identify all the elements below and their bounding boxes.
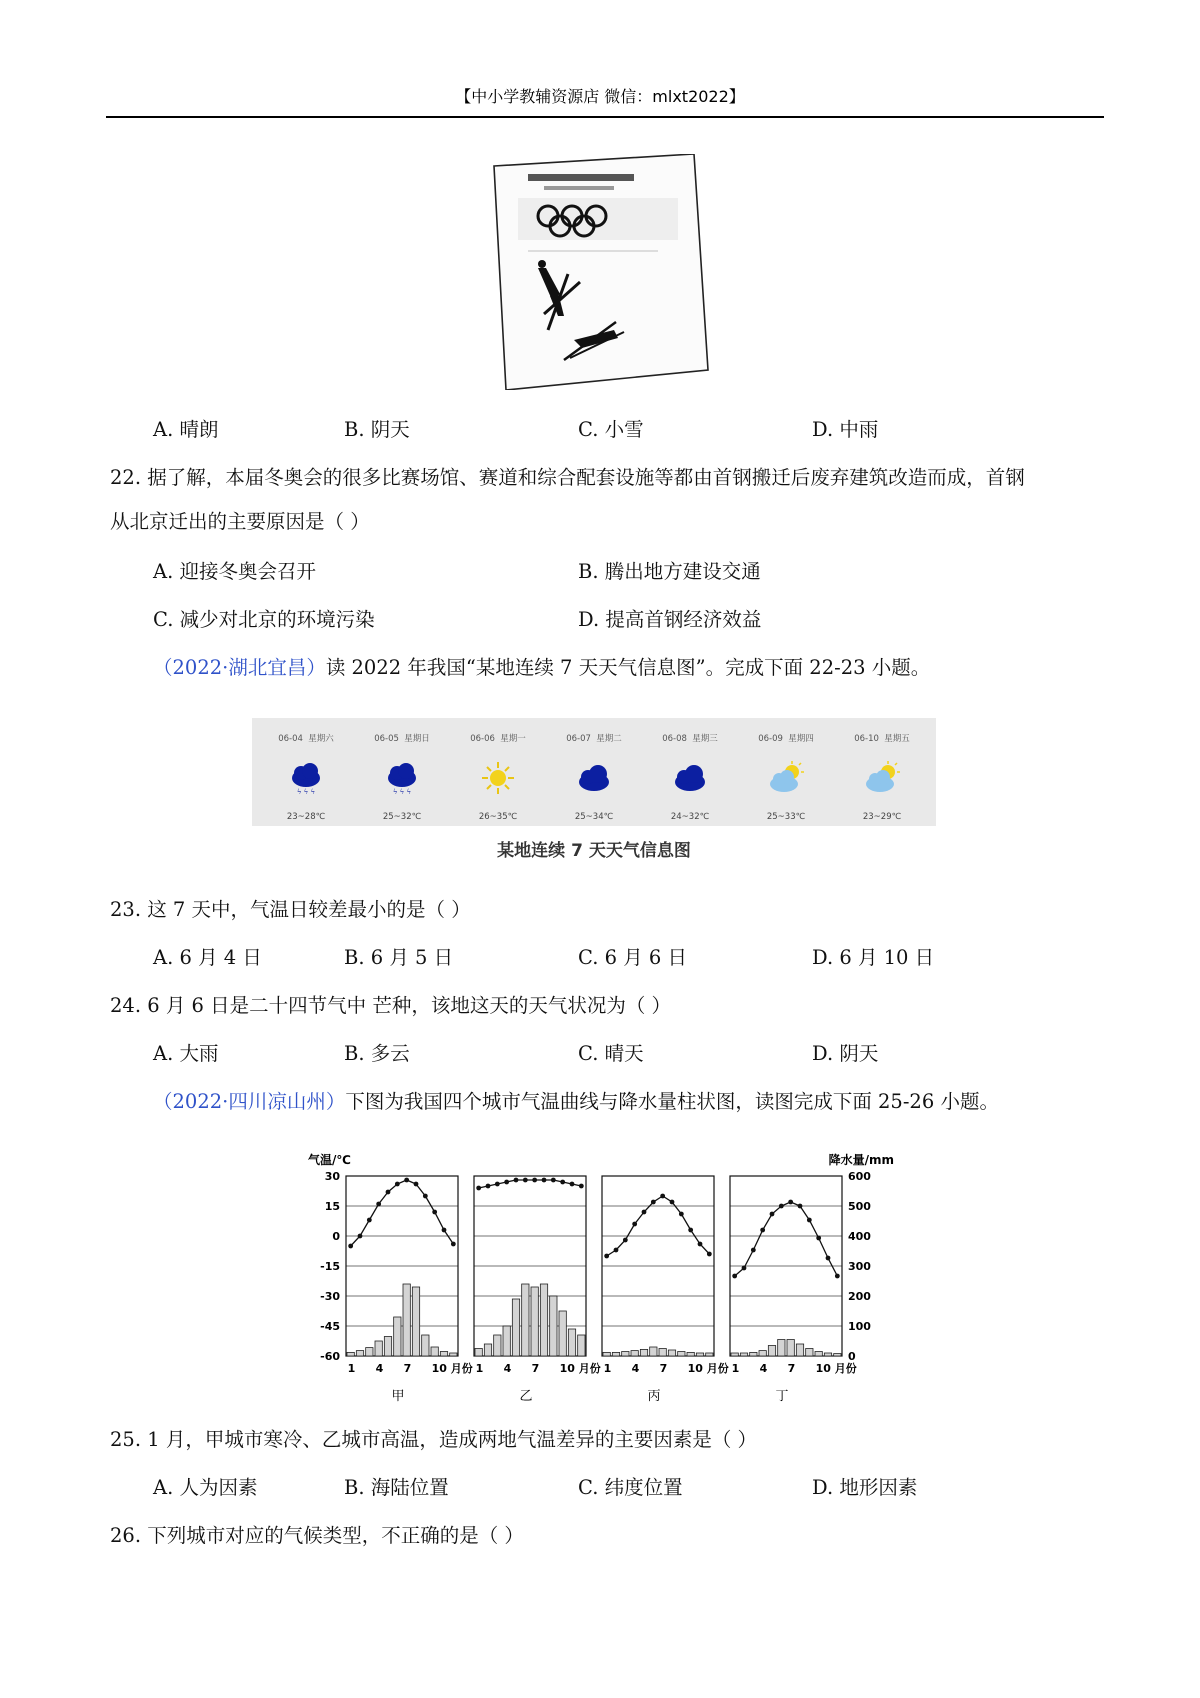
q22-option-a: A. 迎接冬奥会召开 xyxy=(153,560,316,583)
weather-day-header: 06-06 星期一 xyxy=(470,734,526,744)
intro-25-26-text: 下图为我国四个城市气温曲线与降水量柱状图，读图完成下面 25-26 小题。 xyxy=(345,1090,999,1113)
temperature-tick-label: -15 xyxy=(320,1260,340,1273)
precipitation-bar xyxy=(512,1299,519,1356)
weather-day-header: 06-10 星期五 xyxy=(854,734,910,744)
month-tick-label: 7 xyxy=(787,1362,796,1375)
q24-option-d: D. 阴天 xyxy=(812,1042,879,1065)
weather-day-header: 06-04 星期六 xyxy=(278,734,334,744)
month-tick-label: 1 xyxy=(347,1362,356,1375)
precipitation-bar xyxy=(834,1354,841,1356)
month-tick-label: 10 月份 xyxy=(815,1362,857,1375)
month-tick-label: 10 月份 xyxy=(687,1362,729,1375)
q25-stem: 25. 1 月，甲城市寒冷、乙城市高温，造成两地气温差异的主要因素是（ ） xyxy=(110,1428,758,1451)
intro-22-23-source: （2022·湖北宜昌） xyxy=(153,656,326,679)
precipitation-bar xyxy=(450,1353,457,1356)
intro-22-23 xyxy=(153,656,930,679)
climate-chart xyxy=(306,1150,896,1420)
precipitation-bar xyxy=(412,1287,419,1356)
temperature-point xyxy=(376,1202,381,1207)
precipitation-tick-label: 300 xyxy=(848,1260,871,1273)
temperature-point xyxy=(348,1244,353,1249)
precipitation-tick-label: 500 xyxy=(848,1200,871,1213)
q22-stem-line2: 从北京迁出的主要原因是（ ） xyxy=(110,510,370,533)
month-tick-label: 1 xyxy=(603,1362,612,1375)
weather-day-temp: 25~34℃ xyxy=(574,812,614,822)
precipitation-bar xyxy=(375,1341,382,1356)
temperature-point xyxy=(623,1238,628,1243)
weather-day-card xyxy=(452,724,544,822)
precipitation-bar xyxy=(540,1284,547,1356)
precipitation-bar xyxy=(759,1351,766,1356)
temperature-point xyxy=(423,1194,428,1199)
q25-option-a: A. 人为因素 xyxy=(153,1476,258,1499)
partly-cloudy-icon xyxy=(862,758,902,798)
weather-day-header: 06-08 星期三 xyxy=(662,734,718,744)
precipitation-bar xyxy=(568,1329,575,1356)
temperature-point xyxy=(807,1218,812,1223)
precipitation-bar xyxy=(394,1317,401,1356)
q23-option-a: A. 6 月 4 日 xyxy=(153,946,262,969)
precipitation-bar xyxy=(531,1287,538,1356)
q24-option-b: B. 多云 xyxy=(344,1042,410,1065)
temperature-point xyxy=(495,1182,500,1187)
cloud-icon xyxy=(574,758,614,798)
precipitation-bar xyxy=(678,1352,685,1357)
precipitation-bar xyxy=(768,1346,775,1357)
temperature-point xyxy=(476,1186,481,1191)
temperature-tick-label: 0 xyxy=(332,1230,340,1243)
precipitation-bar xyxy=(347,1352,354,1356)
temperature-point xyxy=(632,1222,637,1227)
month-tick-label: 7 xyxy=(403,1362,412,1375)
q22-option-d: D. 提高首钢经济效益 xyxy=(578,608,762,631)
q24-option-c: C. 晴天 xyxy=(578,1042,644,1065)
q24-stem: 24. 6 月 6 日是二十四节气中 芒种，该地这天的天气状况为（ ） xyxy=(110,994,672,1017)
weather-day-card xyxy=(836,724,928,822)
month-tick-label: 10 月份 xyxy=(559,1362,601,1375)
q22-stem-line1: 22. 据了解，本届冬奥会的很多比赛场馆、赛道和综合配套设施等都由首钢搬迁后废弃建筑改造而成，首钢 xyxy=(110,466,1025,489)
intro-25-26-source: （2022·四川凉山州） xyxy=(153,1090,346,1113)
precipitation-bar xyxy=(431,1347,438,1356)
sun-icon xyxy=(478,758,518,798)
q22-option-c: C. 减少对北京的环境污染 xyxy=(153,608,375,631)
month-tick-label: 1 xyxy=(731,1362,740,1375)
month-tick-label: 4 xyxy=(631,1362,640,1375)
temperature-point xyxy=(760,1228,765,1233)
temperature-tick-label: -30 xyxy=(320,1290,340,1303)
weather-day-header: 06-09 星期四 xyxy=(758,734,814,744)
temperature-point xyxy=(698,1242,703,1247)
temperature-point xyxy=(604,1254,609,1259)
temperature-tick-label: -45 xyxy=(320,1320,340,1333)
weather-day-header: 06-05 星期日 xyxy=(374,734,430,744)
precipitation-bar xyxy=(503,1326,510,1356)
temperature-point xyxy=(532,1178,537,1183)
precipitation-bar xyxy=(787,1340,794,1357)
temperature-line xyxy=(479,1180,582,1188)
precipitation-bar xyxy=(659,1349,666,1357)
winter-olympics-poster-image xyxy=(488,154,712,390)
temperature-tick-label: -60 xyxy=(320,1350,340,1363)
precipitation-axis-label: 降水量/mm xyxy=(828,1153,894,1167)
intro-22-23-text: 读 2022 年我国“某地连续 7 天天气信息图”。完成下面 22-23 小题。 xyxy=(325,656,931,679)
temperature-point xyxy=(670,1200,675,1205)
temperature-point xyxy=(642,1210,647,1215)
temperature-point xyxy=(358,1234,363,1239)
precipitation-bar xyxy=(422,1335,429,1356)
partly-cloudy-icon xyxy=(766,758,806,798)
month-tick-label: 1 xyxy=(475,1362,484,1375)
header-divider xyxy=(106,116,1104,118)
precipitation-tick-label: 400 xyxy=(848,1230,871,1243)
month-tick-label: 10 月份 xyxy=(431,1362,473,1375)
panel-name-label: 丁 xyxy=(775,1389,789,1404)
precipitation-bar xyxy=(696,1353,703,1356)
temperature-point xyxy=(514,1178,519,1183)
precipitation-tick-label: 200 xyxy=(848,1290,871,1303)
temperature-point xyxy=(551,1178,556,1183)
q23-option-b: B. 6 月 5 日 xyxy=(344,946,454,969)
q23-option-c: C. 6 月 6 日 xyxy=(578,946,688,969)
temperature-tick-label: 30 xyxy=(324,1170,340,1183)
weather-day-card xyxy=(644,724,736,822)
temperature-point xyxy=(788,1200,793,1205)
precipitation-tick-label: 0 xyxy=(848,1350,856,1363)
month-tick-label: 7 xyxy=(531,1362,540,1375)
temperature-point xyxy=(451,1242,456,1247)
page-header: 【中小学教辅资源店 微信：mlxt2022】 xyxy=(455,87,745,106)
temperature-point xyxy=(707,1252,712,1257)
intro-25-26 xyxy=(153,1090,999,1113)
q22-option-b: B. 腾出地方建设交通 xyxy=(578,560,761,583)
temperature-point xyxy=(542,1178,547,1183)
weather-figure-caption: 某地连续 7 天天气信息图 xyxy=(497,841,691,861)
precipitation-bar xyxy=(550,1296,557,1356)
precipitation-bar xyxy=(731,1353,738,1356)
svg-text:ϟ ϟ ϟ: ϟ ϟ ϟ xyxy=(296,788,316,796)
panel-name-label: 丙 xyxy=(647,1389,661,1404)
weather-day-card xyxy=(260,724,352,822)
precipitation-bar xyxy=(475,1349,482,1357)
weather-day-card xyxy=(356,724,448,822)
temperature-point xyxy=(679,1212,684,1217)
temperature-point xyxy=(523,1178,528,1183)
month-tick-label: 7 xyxy=(659,1362,668,1375)
q25-option-d: D. 地形因素 xyxy=(812,1476,918,1499)
temperature-point xyxy=(651,1200,656,1205)
precipitation-bar xyxy=(796,1344,803,1356)
temperature-point xyxy=(751,1248,756,1253)
weather-day-temp: 26~35℃ xyxy=(478,812,518,822)
temperature-point xyxy=(732,1274,737,1279)
q21-option-c: C. 小雪 xyxy=(578,418,644,441)
q21-option-b: B. 阴天 xyxy=(344,418,410,441)
q21-option-d: D. 中雨 xyxy=(812,418,879,441)
precipitation-bar xyxy=(559,1311,566,1356)
precipitation-bar xyxy=(440,1352,447,1357)
q21-option-a: A. 晴朗 xyxy=(153,418,219,441)
temperature-axis-label: 气温/℃ xyxy=(308,1153,351,1167)
svg-text:ϟ ϟ ϟ: ϟ ϟ ϟ xyxy=(392,788,412,796)
month-tick-label: 4 xyxy=(503,1362,512,1375)
rain-cloud-icon xyxy=(382,758,422,798)
temperature-point xyxy=(560,1180,565,1185)
weather-day-card xyxy=(740,724,832,822)
weather-day-temp: 23~28℃ xyxy=(286,812,326,822)
temperature-point xyxy=(579,1184,584,1189)
temperature-point xyxy=(614,1248,619,1253)
precipitation-bar xyxy=(578,1335,585,1356)
weather-day-temp: 23~29℃ xyxy=(862,812,902,822)
precipitation-tick-label: 100 xyxy=(848,1320,871,1333)
temperature-point xyxy=(826,1256,831,1261)
weather-day-temp: 25~33℃ xyxy=(766,812,806,822)
q26-stem: 26. 下列城市对应的气候类型，不正确的是（ ） xyxy=(110,1524,524,1547)
precipitation-bar xyxy=(815,1352,822,1357)
temperature-point xyxy=(486,1184,491,1189)
q23-option-d: D. 6 月 10 日 xyxy=(812,946,935,969)
temperature-tick-label: 15 xyxy=(324,1200,340,1213)
precipitation-bar xyxy=(403,1284,410,1356)
temperature-point xyxy=(688,1228,693,1233)
temperature-point xyxy=(442,1228,447,1233)
temperature-point xyxy=(386,1190,391,1195)
temperature-point xyxy=(779,1204,784,1209)
precipitation-bar xyxy=(612,1352,619,1356)
precipitation-bar xyxy=(750,1352,757,1356)
temperature-point xyxy=(742,1266,747,1271)
precipitation-bar xyxy=(484,1344,491,1356)
precipitation-bar xyxy=(522,1284,529,1356)
temperature-point xyxy=(570,1182,575,1187)
temperature-point xyxy=(798,1204,803,1209)
temperature-line xyxy=(735,1202,838,1276)
precipitation-bar xyxy=(356,1351,363,1356)
precipitation-bar xyxy=(640,1349,647,1356)
precipitation-bar xyxy=(706,1353,713,1356)
weather-forecast-figure xyxy=(252,718,936,826)
q25-option-b: B. 海陆位置 xyxy=(344,1476,449,1499)
temperature-point xyxy=(770,1212,775,1217)
weather-day-temp: 25~32℃ xyxy=(382,812,422,822)
q23-stem: 23. 这 7 天中，气温日较差最小的是（ ） xyxy=(110,898,471,921)
temperature-point xyxy=(404,1178,409,1183)
precipitation-bar xyxy=(631,1351,638,1356)
precipitation-bar xyxy=(668,1350,675,1356)
precipitation-bar xyxy=(806,1349,813,1357)
temperature-point xyxy=(660,1194,665,1199)
precipitation-bar xyxy=(603,1352,610,1356)
precipitation-bar xyxy=(778,1340,785,1357)
q24-option-a: A. 大雨 xyxy=(153,1042,219,1065)
precipitation-bar xyxy=(740,1353,747,1356)
temperature-point xyxy=(835,1274,840,1279)
precipitation-bar xyxy=(366,1348,373,1356)
precipitation-bar xyxy=(650,1347,657,1356)
month-tick-label: 4 xyxy=(759,1362,768,1375)
month-tick-label: 4 xyxy=(375,1362,384,1375)
precipitation-bar xyxy=(384,1337,391,1357)
temperature-point xyxy=(504,1180,509,1185)
panel-name-label: 乙 xyxy=(519,1389,533,1404)
precipitation-bar xyxy=(824,1353,831,1356)
temperature-point xyxy=(395,1182,400,1187)
cloud-icon xyxy=(670,758,710,798)
temperature-point xyxy=(816,1236,821,1241)
rain-cloud-icon xyxy=(286,758,326,798)
q25-option-c: C. 纬度位置 xyxy=(578,1476,683,1499)
weather-day-card xyxy=(548,724,640,822)
temperature-point xyxy=(414,1182,419,1187)
panel-name-label: 甲 xyxy=(391,1389,405,1404)
precipitation-bar xyxy=(494,1335,501,1356)
weather-day-header: 06-07 星期二 xyxy=(566,734,622,744)
temperature-point xyxy=(432,1210,437,1215)
precipitation-tick-label: 600 xyxy=(848,1170,871,1183)
weather-day-temp: 24~32℃ xyxy=(670,812,710,822)
temperature-line xyxy=(607,1196,710,1256)
precipitation-bar xyxy=(622,1352,629,1357)
precipitation-bar xyxy=(687,1352,694,1356)
temperature-point xyxy=(367,1218,372,1223)
